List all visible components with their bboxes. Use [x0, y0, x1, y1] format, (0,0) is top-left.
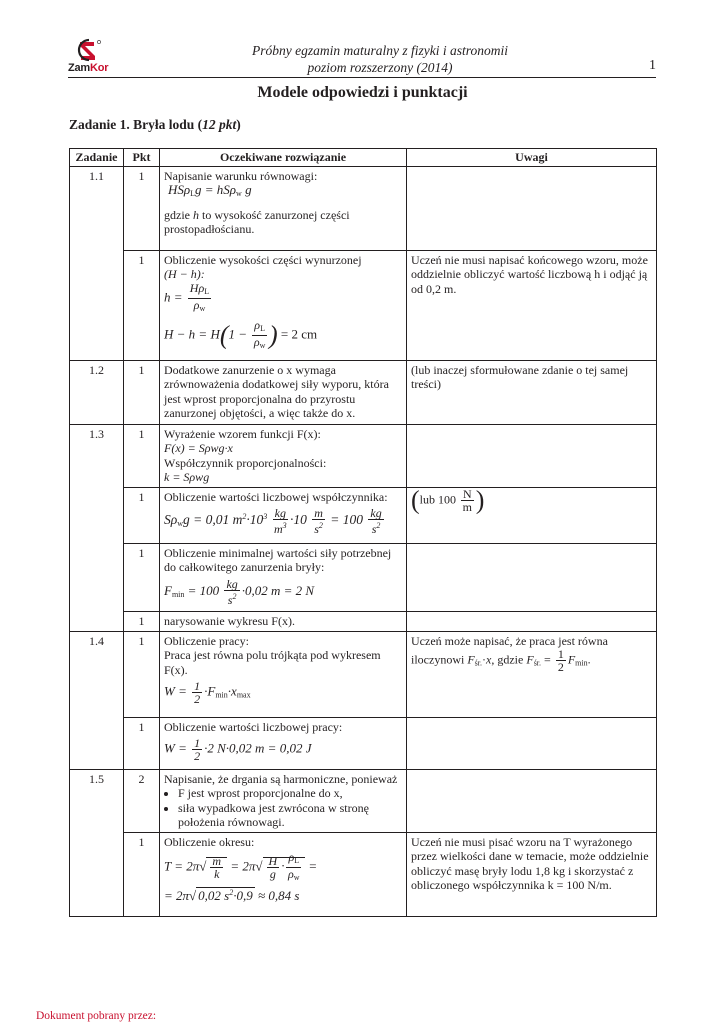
task-heading: Zadanie 1. Bryła lodu (12 pkt) — [69, 117, 241, 132]
table-row — [70, 424, 657, 487]
solution: Obliczenie wysokości części wynurzonej (H − h): h = $\frac{H\rho_L}{\rho_w}$ H − h = H(1 − $\frac{\rho_L}{\rho_w}$ ) = 2 cm — [160, 250, 407, 360]
remarks: Uczeń może napisać, że praca jest równa iloczynowi $F_{śr.}\cdot x$, gdzie $F_{śr.}$ = $\frac{1}{2}$ $F_{min}$. — [407, 631, 657, 717]
formula-fmin: $F_{min} = 100$ $\frac{kg}{s^2}$ ·0,02 m = 2 N — [164, 576, 315, 607]
task-id: 1.5 — [70, 769, 124, 916]
task-id: 1.1 — [70, 166, 124, 360]
points: 1 — [124, 424, 160, 487]
remarks — [407, 166, 657, 250]
points: 1 — [124, 611, 160, 631]
table-row — [70, 166, 657, 250]
footer-download-note: Dokument pobrany przez: — [36, 1010, 157, 1022]
solution: Dodatkowe zanurzenie o x wymaga zrównoważenia dodatkowej siły wyporu, która jest wprost proporcjonalna do przyrostu zanurzonej objętości, a więc także do x. — [160, 360, 407, 424]
points: 2 — [124, 769, 160, 832]
table-row — [70, 832, 657, 916]
remarks — [407, 611, 657, 631]
list-item: • siła wypadkowa jest zwrócona w stronę położenia równowagi. — [178, 801, 402, 830]
remarks — [407, 717, 657, 769]
table-row — [70, 611, 657, 631]
points: 1 — [124, 487, 160, 543]
points: 1 — [124, 166, 160, 250]
remarks — [407, 769, 657, 832]
solution: Obliczenie okresu: T = 2π√ $\frac{m}{k}$ = 2π√ $\frac{H}{g}$ · $\frac{\rho_L}{\rho_w}$ = = 2π√ 0,02 $s^2\cdot 0,9 \approx 0,84$ s — [160, 832, 407, 916]
formula-period-value: = 2π√ 0,02 $s^2\cdot 0,9 \approx 0,84$ s — [164, 888, 300, 903]
formula-work: W = $\frac{1}{2}$ $\cdot F_{min}\cdot x_{max}$ — [164, 679, 251, 706]
task-id: 1.2 — [70, 360, 124, 424]
remarks: (lub inaczej sformułowane zdanie o tej samej treści) — [407, 360, 657, 424]
remarks: Uczeń nie musi napisać końcowego wzoru, może oddzielnie obliczyć wartość liczbową h i odjąć ją od 0,2 m. — [407, 250, 657, 360]
solution: Wyrażenie wzorem funkcji F(x): F(x) = Sρwg·x Współczynnik proporcjonalności: k = Sρwg — [160, 424, 407, 487]
table-row — [70, 360, 657, 424]
list-item: • F jest wprost proporcjonalne do x, — [178, 786, 402, 801]
solution: Obliczenie minimalnej wartości siły potrzebnej do całkowitego zanurzenia bryły: $F_{min} = 100$ $\frac{kg}{s^2}$ ·0,02 m = 2 N — [160, 543, 407, 611]
table-row — [70, 769, 657, 832]
table-header-row — [70, 149, 657, 167]
answer-table — [69, 148, 657, 917]
remarks — [407, 424, 657, 487]
points: 1 — [124, 631, 160, 717]
col-header-rozwiazanie: Oczekiwane rozwiązanie — [160, 149, 407, 167]
points: 1 — [124, 832, 160, 916]
solution: Obliczenie wartości liczbowej współczynnika: $S\rho_wg = 0,01$ $m^2\cdot 10^3$ $\frac{kg}{m^3}$ ·10 $\frac{m}{s^2}$ = 100 $\frac{kg}{s^2}$ — [160, 487, 407, 543]
table-row — [70, 250, 657, 360]
header-rule — [68, 77, 656, 78]
formula-work-value: W = $\frac{1}{2}$ ·2 N·0,02 m = 0,02 J — [164, 736, 312, 763]
logo-text: ZamKor — [68, 62, 109, 74]
remarks: (lub 100 $\frac{N}{m}$ ) — [407, 487, 657, 543]
col-header-pkt: Pkt — [124, 149, 160, 167]
table-row — [70, 631, 657, 717]
solution: Napisanie, że drgania są harmoniczne, ponieważ • F jest wprost proporcjonalne do x, • siła wypadkowa jest zwrócona w stronę położenia równowagi. — [160, 769, 407, 832]
remarks — [407, 543, 657, 611]
formula-h: h = $\frac{H\rho_L}{\rho_w}$ — [164, 280, 210, 313]
col-header-zadanie: Zadanie — [70, 149, 124, 167]
table-row — [70, 487, 657, 543]
task-id: 1.4 — [70, 631, 124, 769]
table-row — [70, 543, 657, 611]
col-header-uwagi: Uwagi — [407, 149, 657, 167]
points: 1 — [124, 360, 160, 424]
solution: Obliczenie pracy: Praca jest równa polu trójkąta pod wykresem F(x). W = $\frac{1}{2}$ $\cdot F_{min}\cdot x_{max}$ — [160, 631, 407, 717]
page-title: Modele odpowiedzi i punktacji — [257, 84, 468, 101]
header-line-2: poziom rozszerzony (2014) — [307, 60, 453, 75]
page-number: 1 — [649, 58, 656, 73]
formula-k-value: $S\rho_wg = 0,01$ $m^2\cdot 10^3$ $\frac{kg}{m^3}$ ·10 $\frac{m}{s^2}$ = 100 $\frac{kg}{s^2}$ — [164, 506, 382, 536]
table-row — [70, 717, 657, 769]
points: 1 — [124, 250, 160, 360]
points: 1 — [124, 717, 160, 769]
solution: Obliczenie wartości liczbowej pracy: W = $\frac{1}{2}$ ·2 N·0,02 m = 0,02 J — [160, 717, 407, 769]
header-line-1: Próbny egzamin maturalny z fizyki i astronomii — [252, 43, 508, 58]
solution: Napisanie warunku równowagi: HSρ$_L$g = hSρ$_w$ g gdzie h to wysokość zanurzonej części prostopadłościanu. — [160, 166, 407, 250]
formula-period: T = 2π√ $\frac{m}{k}$ = 2π√ $\frac{H}{g}$ · $\frac{\rho_L}{\rho_w}$ = — [164, 850, 318, 882]
solution: narysowanie wykresu F(x). — [160, 611, 407, 631]
task-id: 1.3 — [70, 424, 124, 631]
remarks: Uczeń nie musi pisać wzoru na T wyrażonego przez wielkości dane w temacie, może oddzielnie obliczyć masę bryły lodu 1,8 kg i skorzystać z obliczonego współczynnika k = 100 N/m. — [407, 832, 657, 916]
formula-equilibrium: HSρ$_L$g = hSρ$_w$ g — [168, 182, 252, 198]
points: 1 — [124, 543, 160, 611]
formula-h-diff: H − h = H(1 − $\frac{\rho_L}{\rho_w}$ ) = 2 cm — [164, 317, 318, 350]
